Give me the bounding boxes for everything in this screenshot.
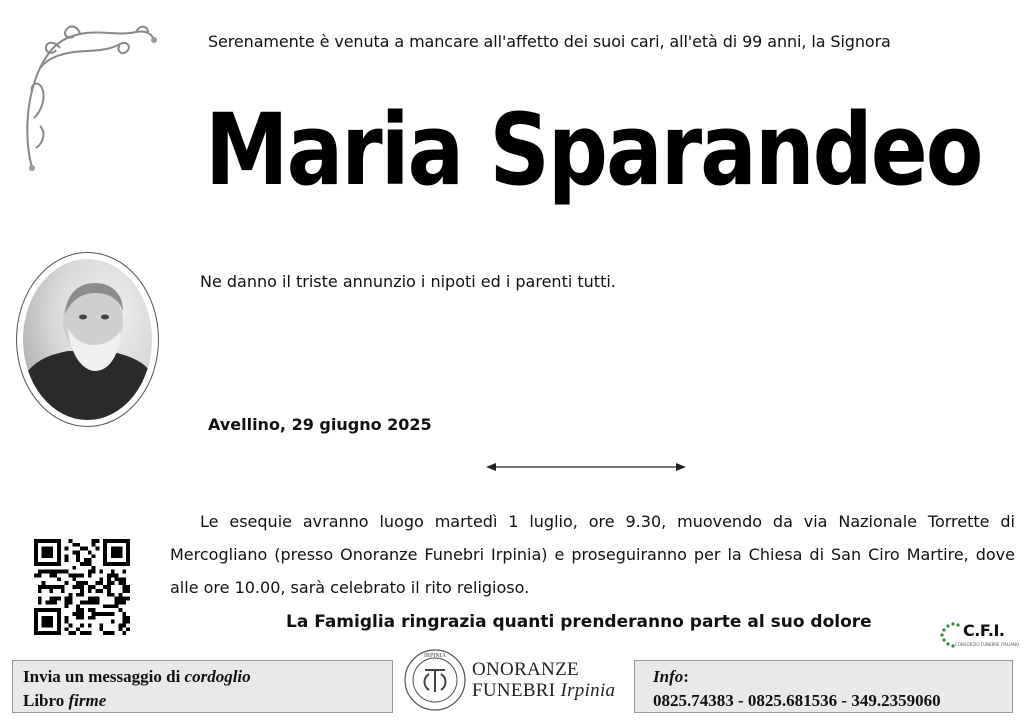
- portrait-photo: [16, 252, 159, 427]
- brand-line-2a: FUNEBRI: [472, 680, 561, 701]
- funeral-home-brand: [472, 659, 615, 701]
- phone-numbers[interactable]: 0825.74383 - 0825.681536 - 349.2359060: [653, 691, 941, 710]
- brand-line-1: ONORANZE: [472, 659, 579, 680]
- portrait-figure: [23, 259, 152, 420]
- qr-code-icon[interactable]: [34, 539, 130, 635]
- cfi-subtitle: CONSORZIO FUNEBRE ITALIANO: [955, 642, 1020, 647]
- intro-text: Serenamente è venuta a mancare all'affetto dei suoi cari, all'età di 99 anni, la Signora: [208, 32, 891, 51]
- deceased-name: Maria Sparandeo: [205, 92, 982, 208]
- double-arrow-divider: [486, 460, 686, 474]
- guestbook-link[interactable]: [23, 689, 382, 713]
- brand-line-2b: Irpinia: [560, 680, 616, 701]
- funeral-home-logo-icon: [403, 648, 467, 712]
- logo-text: IRPINIA: [424, 653, 446, 659]
- info-colon: :: [683, 667, 689, 686]
- cfi-logo-text: C.F.I.: [963, 621, 1005, 640]
- guestbook-emph: firme: [68, 691, 107, 710]
- announcement-text: Ne danno il triste annunzio i nipoti ed i parenti tutti.: [200, 272, 616, 291]
- family-thanks: La Famiglia ringrazia quanti prenderanno parte al suo dolore: [286, 612, 872, 632]
- guestbook-prefix: Libro: [23, 691, 69, 710]
- funeral-details: [170, 505, 1015, 604]
- info-label: Info: [653, 667, 684, 686]
- condolence-prefix: Invia un messaggio di: [23, 667, 185, 686]
- funeral-details-text: Le esequie avranno luogo martedì 1 luglio, ore 9.30, muovendo da via Nazionale Torrette di Mercogliano (presso Onoranze Funebri Irpinia) e proseguiranno per la Chiesa di San Ciro Martire, dove alle ore 10.00, sarà celebrato il rito religioso.: [170, 512, 1015, 597]
- info-box: [634, 660, 1013, 713]
- condolence-link[interactable]: [23, 665, 382, 689]
- condolence-box[interactable]: [12, 660, 393, 713]
- dateline: Avellino, 29 giugno 2025: [208, 415, 432, 434]
- condolence-emph: cordoglio: [184, 667, 251, 686]
- brand-line-2: [472, 680, 615, 701]
